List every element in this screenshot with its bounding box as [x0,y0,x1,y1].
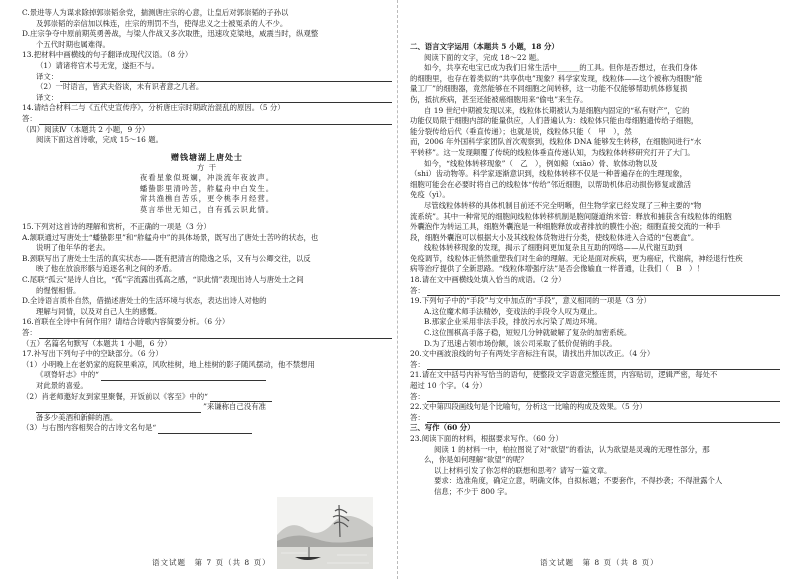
q13-translation-2: 译文： [22,93,392,104]
q15-option-c2: 的惺惺相惜。 [36,285,81,295]
passage-p2-line3: 能分裂传给后代（垂直传递）；也就是说，线粒体只能（ 甲 ），然 [410,126,632,136]
left-questions-block [22,222,392,434]
passage-p4-line1: 尽管线粒体转移的具体机制目前还不完全明晰，但生物学家已经发现了三种主要的“物 [424,200,702,210]
passage-p1-line4: 伤，抵抗疾病，甚至还能被癌细胞用来“偷电”来生存。 [410,94,588,104]
question-21-line2: 超过 10 个字。（4 分） [410,381,487,390]
q14-answer-line: 答： [22,114,392,125]
question-15: 15.下列对这首诗的理解和赏析，不正确的一项是（3 分） [22,222,211,231]
question-19: 19.下列句子中的“手段”与文中加点的“手段”，意义相同的一项是（3 分） [410,296,651,306]
question-16: 16.首联在全诗中有何作用？请结合诗歌内容简要分析。（6 分） [22,317,230,327]
passage-p5-line2: 免疫调节，线粒体正悄然重塑我们对生命的理解。无论是面对疾病，更为癌症，代谢病，神经退行性疾 [410,253,743,263]
left-top-block [22,8,392,146]
passage-p1-line1: 如今，共享充电宝已成为我们日常生活中______的工具。但你是否想过，在我们身体 [424,63,698,73]
passage-p5-line3: 病等治疗提供了全新思路。“线粒体增强疗法”是否会像输血一样普通，让我们（ B ）！ [410,264,704,274]
q17-item-1-line3: 对此景的喜爱。 [36,380,88,390]
poem-author: 方 干 [196,162,218,172]
q17-item-2-line2: ”来谦称自己没有准 [22,402,266,413]
passage-instruction: 阅读下面的文字，完成 18～22 题。 [424,52,544,62]
option-c-line2: 及郭崇韬的亲信加以株连，庄宗的刑罚不当，使得忠义之士被冤杀的人不少。 [36,18,288,28]
left-page-footer: 语文试题 第 7 页（共 8 页） [152,558,271,567]
question-21-line1: 21.请在文中括号内补写恰当的语句，使整段文字语意完整连贯，内容贴切，逻辑严密，每处不 [410,370,718,380]
passage-p1-line2: 的细胞里，也存在着类似的“共享供电”现象？科学家发现，线粒体——这个被称为细胞“能 [410,73,703,83]
q15-option-b1: B.颈联写出了唐处士生活的真实状态——既有把清言的隐逸之乐，又有与公卿交往，以反 [22,253,311,263]
right-page-footer: 语文试题 第 8 页（共 8 页） [540,558,659,567]
poem-line-1: 夜看星象似斑斓，冲淡流年夜波声。 [139,173,275,183]
q23-requirements-line1: 要求：选准角度，确定立意，明确文体，自拟标题；不要套作，不得抄袭；不得泄露个人 [434,476,723,486]
question-17: 17.补写出下列句子中的空缺部分。（6 分） [22,349,163,359]
q19-option-d: D.为了迅速占领市场份额，该公司采取了低价促销的手段。 [424,338,617,348]
poem-line-2: 蟠蛰影里清吟苦，舴艋舟中白发生。 [139,183,275,193]
q16-answer-line: 答： [22,328,392,339]
q17-item-3-line: （3）与右图内容相契合的古诗文名句是“ [22,423,252,434]
q17-item-1-line1: （1）小明晚上在老奶家的庭院里乘凉，风吹桂树，地上桂树的影子随风摆动，他不禁想用 [22,359,315,369]
q19-option-b: B.那家企业采用非法手段，排放污水污染了周边环境。 [424,317,602,327]
q19-option-a: A.这位魔术师手法精妙，变戏法的手段令人叹为观止。 [424,306,602,316]
question-18: 18.请在文中画横线处填入恰当的成语。（2 分） [410,275,566,285]
q18-answer-line: 答： [410,286,780,297]
q23-material-line1: 阅读 1 的材料一中，柏拉图说了对“欲望”的看法，认为欲望是灵魂的无理性部分，那 [434,444,710,454]
question-14: 14.请结合材料二与《五代史宣传序》，分析唐庄宗时期政治混乱的原因。（5 分） [22,103,285,113]
poem-line-3: 常共渔樵自苦乐，更令桃李月经营。 [139,194,275,204]
q15-option-c1: C.尾联“孤云”是诗人自比，“孤”字流露出孤高之感，“识此情”表现出诗人与唐处士之间 [22,274,304,284]
passage-p4-line4: 段，细胞外囊泡可以根据大小及其线粒体货物进行分类，使线粒体进入合适的“包裹盒”。 [410,232,699,242]
q15-option-d2: 理解与同情，以及对自己人生的感慨。 [36,306,162,316]
q22-answer-line: 答： [410,413,780,424]
q23-material-line2: 么，你是如何理解“欲望”的呢？ [424,455,528,465]
section-five-heading: （五）名篇名句默写（本题共 1 小题，6 分） [22,338,172,348]
landscape-ink-painting [277,497,373,569]
passage-p3-line3: 细胞可能会在必要时将自己的线粒体“传给”邻近细胞，以帮助机体启动损伤修复或激活 [410,179,692,189]
q15-option-b2: 映了他在放浪形骸与追逐名利之间的矛盾。 [36,264,177,274]
passage-p2-line4: 而，2006 年外国科学家团队首次观察到，线粒体 DNA 能够发生转移，在细胞间进行“水 [410,137,702,147]
question-20: 20.文中画波浪线的句子有两处字音标注有误，请找出并加以改正。（4 分） [410,349,655,359]
q13-translation-1: 译文： [22,72,392,83]
right-main-block [410,42,780,498]
q23-prompt: 以上材料引发了你怎样的联想和思考？请写一篇文章。 [434,465,612,475]
poem-title: 赠钱塘湖上唐处士 [171,152,243,162]
q13-sentence-1: （1）请诸将官术号无宠，遂拒不与。 [36,60,159,70]
q19-option-c: C.这位围棋高手落子稳，短短几分钟就破解了复杂的加密系统。 [424,328,632,338]
passage-p3-line4: 免疫（yì）。 [410,190,450,200]
passage-p3-line1: 如今，“线粒体转移现象”（ 乙 ），例如鲸（xiāo）骨、软体动物以及 [424,158,658,168]
question-13: 13.把材料中画横线的句子翻译成现代汉语。（8 分） [22,50,193,60]
option-d-line2: 个五代时期也属难得。 [36,39,110,49]
poem-line-4: 莫言举世无知己，自有孤云识此情。 [139,204,275,214]
passage-p4-line2: 流系统”。其中一种常见的细胞间线粒体转移机制是胞间隧道纳米管：释放和捕获含有线粒体的细胞 [410,211,732,221]
poem-instruction: 阅读下面这首诗歌，完成 15～16 题。 [36,135,163,145]
passage-p2-line2: 功能仅局限于细胞内部的能量供应，人们普遍认为：线粒体只能由母细胞遗传给子细胞， [410,116,699,126]
q15-option-a1: A.颔联通过写唐处士“蟠蛰影里”和“舴艋舟中”的具体场景，既写出了唐处士苦吟的状态，也 [22,232,319,242]
passage-p1-line3: 量工厂”的细胞器，竟然能够在不同细胞之间转移，这一功能不仅能够帮助机体修复损 [410,84,688,94]
question-23: 23.阅读下面的材料，根据要求写作。（60 分） [410,433,563,443]
q21-answer-line: 答： [410,392,780,403]
section-four-heading: （四）阅读Ⅳ（本题共 2 小题，9 分） [22,124,150,134]
q15-option-a2: 说明了他年华的老去。 [36,243,110,253]
passage-p4-line3: 外囊泡作为转运工具，细胞外囊泡是一种细胞释放或者排放的膜性小泡；细胞直接交流的一种手 [410,222,721,232]
q15-option-d1: D.全诗语言质朴自然，借描述唐处士的生活环境与状态，表达出诗人对他的 [22,296,267,306]
q17-item-2-line1: （2）肖老师邀好友到家里聚餐，开饭前以《客至》中的“ [22,392,272,403]
q17-item-1-line2: 《项脊轩志》中的“ [22,370,266,381]
q23-requirements-line2: 信息；不少于 800 字。 [434,486,512,496]
passage-p3-line2: （shi）齿动物等。科学家逐渐意识到，线粒体转移不仅是一种普遍存在的生理现象， [410,169,687,179]
passage-p2-line1: 自 19 世纪中期被发现以来，线粒体长期被认为是细胞内固定的“私有财产”，它的 [424,105,690,115]
page-fold-divider [397,0,399,579]
q20-answer-line: 答： [410,360,780,371]
question-22: 22.文中第四段画线句是个比喻句，分析这一比喻的构成及效果。（5 分） [410,402,647,412]
option-d-line1: D.庄宗争夺中原前期英勇善战，与梁人作战又多次取胜，迅速攻克梁地，威震当时，纵观整 [22,29,319,39]
passage-p2-line5: 平转移”。这一发现颠覆了传统的线粒体垂直传递认知，为线粒体转移研究打开了大门。 [410,147,695,157]
section-three-heading: 三、写作（60 分） [410,423,475,433]
poem-block [22,152,392,216]
option-c-line1: C.景进等人为谋求除掉郭崇韬余党，揣测唐庄宗的心意，让皇后对郭崇韬的子孙以 [22,8,289,17]
section-two-heading: 二、语言文字运用（本题共 5 小题，18 分） [410,42,559,51]
q17-item-2-line3: 备多少美酒和新鲜的酒。 [36,412,118,422]
q13-sentence-2: （2）一时语言，皆武夫俗谈，未有识者意之几者。 [36,82,204,92]
passage-p5-line1: 线粒体转移现象的发现，揭示了细胞间更加复杂且互助的网络——从代谢互助到 [424,243,683,253]
